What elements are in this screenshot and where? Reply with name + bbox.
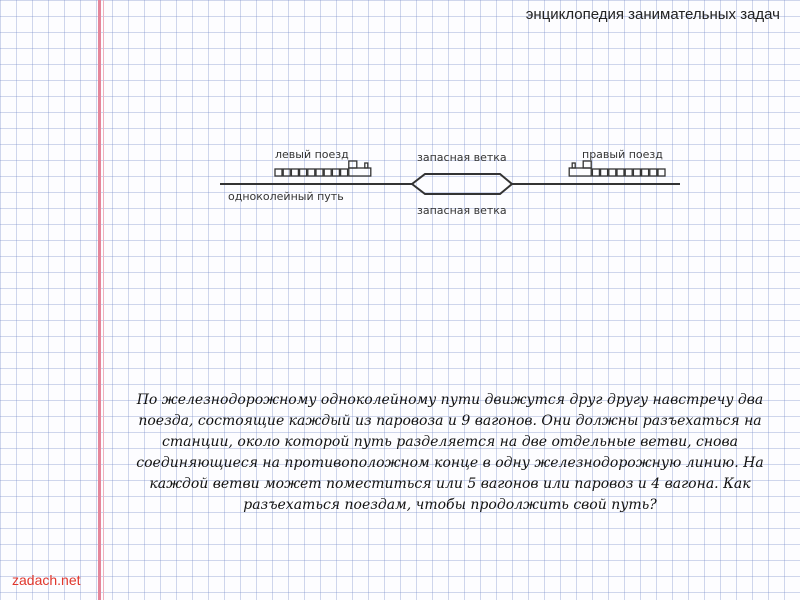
notebook-margin-line xyxy=(98,0,101,600)
wagon xyxy=(650,169,657,176)
wagon xyxy=(617,169,624,176)
page-header-title: энциклопедия занимательных задач xyxy=(525,6,780,23)
locomotive xyxy=(569,168,591,176)
wagon xyxy=(633,169,640,176)
upper-siding-label: запасная ветка xyxy=(417,151,507,164)
wagon xyxy=(275,169,282,176)
railway-diagram xyxy=(220,140,690,230)
wagon xyxy=(324,169,331,176)
locomotive-cab xyxy=(583,161,591,168)
wagon xyxy=(592,169,599,176)
locomotive xyxy=(349,168,371,176)
locomotive-chimney xyxy=(572,163,575,168)
wagon xyxy=(341,169,348,176)
single-track-label: одноколейный путь xyxy=(228,190,344,203)
wagon xyxy=(291,169,298,176)
wagon xyxy=(642,169,649,176)
left-train-label: левый поезд xyxy=(275,148,349,161)
wagon xyxy=(308,169,315,176)
wagon xyxy=(300,169,307,176)
locomotive-chimney xyxy=(365,163,368,168)
wagon xyxy=(625,169,632,176)
wagon xyxy=(609,169,616,176)
wagon xyxy=(283,169,290,176)
wagon xyxy=(316,169,323,176)
lower-siding-track xyxy=(412,184,512,194)
wagon xyxy=(658,169,665,176)
right-train-label: правый поезд xyxy=(582,148,663,161)
problem-text: По железнодорожному одноколейному пути движутся друг другу навстречу два поезда, состоящие каждый из паровоза и 9 вагонов. Они должны разъехаться на станции, около которой путь разделяется на две отдельные ветви, снова соединяющиеся на противоположном конце в одну железнодорожную линию. На каждой ветви может поместиться или 5 вагонов или паровоз и 4 вагона. Как разъехаться поездам, чтобы продолжить свой путь? xyxy=(136,392,764,513)
wagon xyxy=(332,169,339,176)
site-link[interactable]: zadach.net xyxy=(12,572,81,588)
lower-siding-label: запасная ветка xyxy=(417,204,507,217)
upper-siding-track xyxy=(412,174,512,184)
left-train xyxy=(275,161,371,176)
locomotive-cab xyxy=(349,161,357,168)
right-train xyxy=(569,161,665,176)
wagon xyxy=(601,169,608,176)
notebook-margin-line-secondary xyxy=(103,0,104,600)
